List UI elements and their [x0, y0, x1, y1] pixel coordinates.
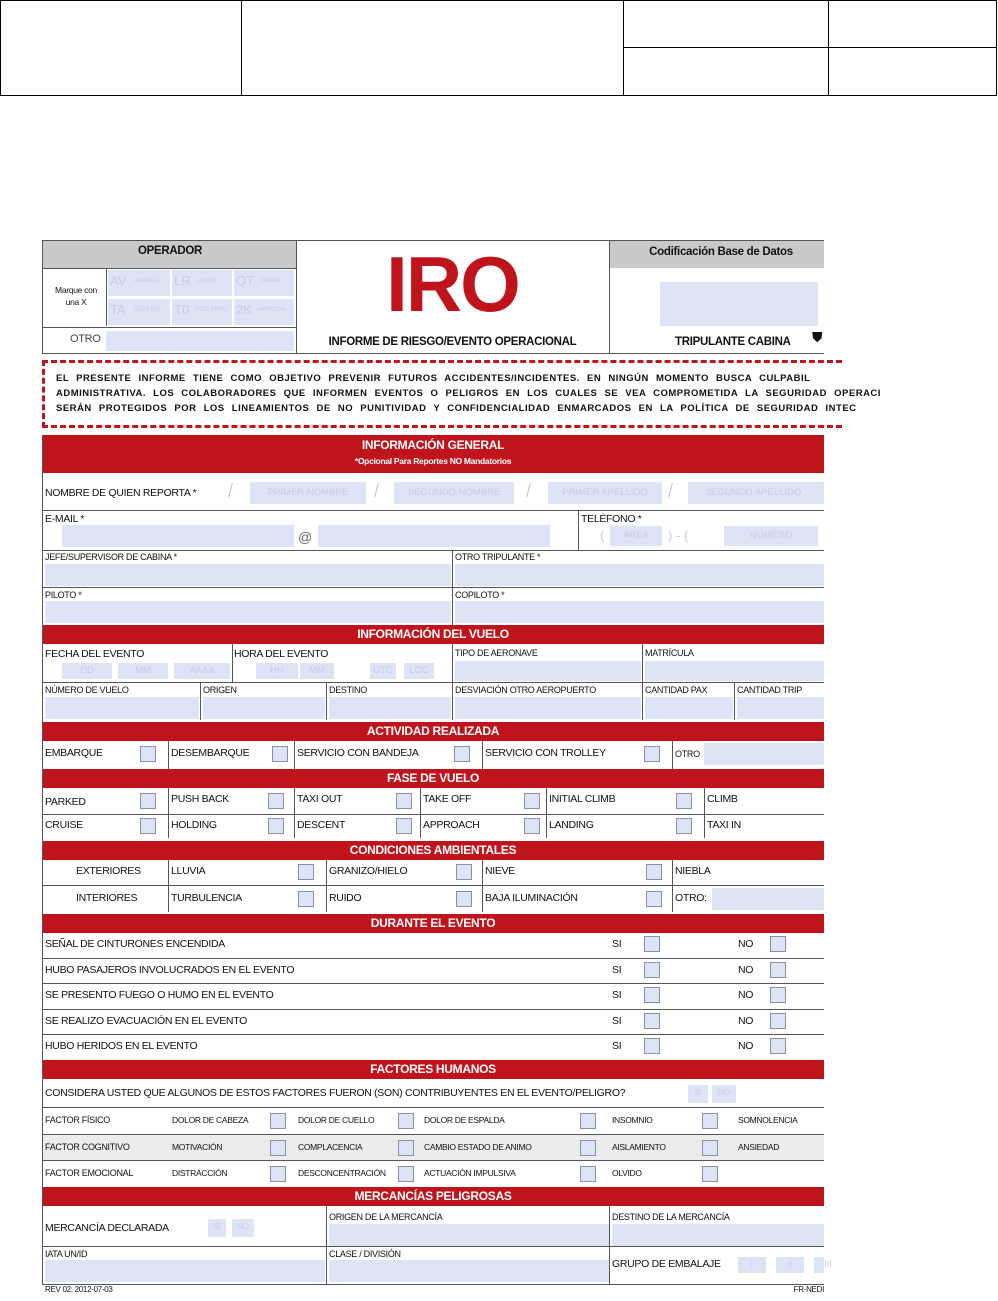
activity-checkbox[interactable]: [272, 746, 288, 762]
row-divider: [42, 814, 824, 815]
operator-option-2k[interactable]: [234, 299, 294, 325]
yes-label: SI: [612, 963, 622, 976]
phase-label: PUSH BACK: [171, 793, 229, 805]
factor-item: DOLOR DE CABEZA: [172, 1115, 249, 1125]
operator-name: TAMPA: [260, 278, 280, 284]
during-row: [42, 933, 824, 959]
condition-checkbox[interactable]: [298, 864, 314, 880]
operator-code: LR: [174, 273, 191, 288]
no-checkbox[interactable]: [770, 962, 786, 978]
col-divider: [326, 682, 327, 720]
phase-checkbox[interactable]: [676, 793, 692, 809]
factor-item: SOMNOLENCIA: [738, 1115, 798, 1125]
activity-checkbox[interactable]: [454, 746, 470, 762]
declared-yes-checkbox[interactable]: [208, 1219, 226, 1237]
date-year-input[interactable]: [174, 663, 230, 679]
header-divider: [623, 47, 996, 48]
placeholder: SEGUNDO APELLIDO: [704, 487, 802, 498]
factor-item: DOLOR DE ESPALDA: [424, 1115, 505, 1125]
phone-paren: (: [600, 528, 605, 543]
operator-divider: [106, 268, 107, 326]
section-subtitle: *Opcional Para Reportes NO Mandatorios: [354, 456, 512, 466]
during-row: [42, 959, 824, 985]
exterior-label: EXTERIORES: [76, 865, 141, 877]
human-factor-row: [42, 1161, 824, 1188]
phase-label: LANDING: [549, 819, 594, 831]
human-factor-row: [42, 1135, 824, 1162]
time-label: HORA DEL EVENTO: [234, 648, 329, 660]
iata-input[interactable]: [45, 1260, 325, 1282]
separator: /: [374, 481, 380, 501]
notice-line: SERÁN PROTEGIDOS POR LOS LINEAMIENTOS DE NO PUNITIVIDAD Y CONFIDENCIALIDAD ENMARCADOS EN LA POLÍTICA DE SEGURIDAD INTEC: [56, 403, 857, 414]
yes-label: SI: [612, 938, 622, 950]
placeholder: SI: [213, 1222, 221, 1231]
col-divider: [672, 860, 673, 912]
section-activity: ACTIVIDAD REALIZADA: [42, 722, 824, 741]
phone-area-input[interactable]: [610, 526, 662, 546]
placeholder: I: [750, 1259, 754, 1270]
flight-number-label: NÚMERO DE VUELO: [45, 685, 129, 695]
activity-checkbox[interactable]: [140, 746, 156, 762]
during-row: [42, 984, 824, 1010]
during-question: HUBO PASAJEROS INVOLUCRADOS EN EL EVENTO: [45, 963, 295, 976]
destination-input[interactable]: [329, 697, 451, 719]
placeholder: DD: [80, 665, 94, 676]
human-factor-row: [42, 1108, 824, 1135]
header-table: [0, 0, 997, 96]
condition-checkbox[interactable]: [298, 891, 314, 907]
condition-label: GRANIZO/HIELO: [329, 865, 408, 877]
row-divider: [42, 1284, 824, 1285]
iata-label: IATA UN/ID: [45, 1249, 88, 1259]
yes-checkbox[interactable]: [644, 1013, 660, 1029]
factor-label: FACTOR FÍSICO: [45, 1115, 110, 1125]
factor-label: FACTOR COGNITIVO: [45, 1141, 130, 1152]
activity-checkbox[interactable]: [644, 746, 660, 762]
condition-label: BAJA ILUMINACIÓN: [485, 892, 578, 904]
col-divider: [704, 788, 705, 838]
placeholder: NÚMERO: [749, 530, 793, 541]
no-label: NO: [738, 1040, 754, 1052]
factor-checkbox[interactable]: [270, 1113, 286, 1129]
col-divider: [232, 644, 233, 682]
condition-label: LLUVIA: [171, 865, 206, 877]
phase-label: INITIAL CLIMB: [549, 793, 616, 805]
during-question: SE REALIZO EVACUACIÓN EN EL EVENTO: [45, 1014, 247, 1027]
phase-checkbox[interactable]: [524, 818, 540, 834]
factor-label: FACTOR EMOCIONAL: [45, 1168, 134, 1178]
phase-label: DESCENT: [297, 819, 346, 831]
copilot-input[interactable]: [455, 601, 824, 623]
placeholder: ÁREA: [623, 530, 649, 541]
row-divider: [42, 510, 824, 511]
during-row: [42, 1035, 824, 1061]
operator-code: 2K: [236, 302, 252, 317]
copilot-label: COPILOTO *: [455, 590, 505, 600]
time-loc-checkbox[interactable]: [404, 663, 434, 679]
pax-input[interactable]: [645, 697, 733, 719]
packing-option-ii[interactable]: [776, 1257, 804, 1273]
aircraft-input[interactable]: [455, 661, 641, 681]
factor-checkbox[interactable]: [398, 1140, 414, 1156]
placeholder: MM: [135, 665, 151, 676]
interior-label: INTERIORES: [76, 892, 138, 904]
operator-option-t0[interactable]: [172, 299, 232, 325]
dg-origin-label: ORIGEN DE LA MERCANCÍA: [329, 1212, 443, 1222]
shield-icon: ⛊: [812, 329, 823, 345]
separator: /: [668, 481, 674, 501]
factor-checkbox[interactable]: [398, 1113, 414, 1129]
col-divider: [294, 741, 295, 769]
col-divider: [609, 1206, 610, 1284]
section-title: INFORMACIÓN GENERAL: [361, 438, 505, 452]
yes-checkbox[interactable]: [644, 962, 660, 978]
operator-other-label: OTRO: [70, 333, 101, 345]
phase-checkbox[interactable]: [524, 793, 540, 809]
col-divider: [482, 741, 483, 769]
factor-checkbox[interactable]: [702, 1166, 718, 1182]
placeholder: NO: [237, 1222, 249, 1231]
condition-checkbox[interactable]: [646, 864, 662, 880]
operator-divider: [42, 327, 296, 328]
phase-label: CLIMB: [707, 793, 738, 805]
factor-checkbox[interactable]: [580, 1140, 596, 1156]
section-general: [42, 435, 824, 473]
phase-checkbox[interactable]: [396, 793, 412, 809]
activity-other-label: OTRO: [675, 749, 700, 759]
factor-item: ANSIEDAD: [738, 1141, 780, 1152]
placeholder: PRIMER APELLIDO: [562, 487, 648, 498]
phase-checkbox[interactable]: [140, 793, 156, 809]
operator-name: AVIANCA: [134, 278, 160, 284]
origin-label: ORIGEN: [203, 685, 237, 695]
date-day-input[interactable]: [62, 663, 112, 679]
during-question: SEÑAL DE CINTURONES ENCENDIDA: [45, 938, 225, 950]
dg-destination-input[interactable]: [612, 1224, 824, 1246]
placeholder: LOC: [409, 665, 429, 676]
during-row: [42, 1010, 824, 1036]
email-user-input[interactable]: [62, 525, 294, 547]
packing-label: GRUPO DE EMBALAJE: [612, 1258, 721, 1270]
placeholder: NO: [718, 1088, 730, 1097]
phase-label: HOLDING: [171, 819, 217, 831]
condition-checkbox[interactable]: [456, 891, 472, 907]
col-divider: [168, 860, 169, 912]
no-label: NO: [738, 1014, 754, 1027]
factor-item: COMPLACENCIA: [298, 1141, 363, 1152]
yes-label: SI: [612, 1014, 622, 1027]
no-label: NO: [738, 938, 754, 950]
col-divider: [734, 682, 735, 720]
pax-label: CANTIDAD PAX: [645, 685, 708, 695]
second-surname-input[interactable]: [688, 482, 824, 504]
operator-option-ta[interactable]: [108, 299, 170, 325]
operator-name: AEROGAL: [258, 307, 288, 313]
operator-title: OPERADOR: [137, 245, 203, 257]
phase-checkbox[interactable]: [268, 793, 284, 809]
operator-name: TACA PERU: [194, 307, 228, 313]
col-divider: [168, 741, 169, 769]
flight-number-input[interactable]: [45, 697, 199, 719]
operator-other-input[interactable]: [106, 331, 294, 351]
section-flight: INFORMACIÓN DEL VUELO: [42, 625, 824, 644]
factor-item: OLVIDO: [612, 1168, 642, 1178]
factor-item: AISLAMIENTO: [612, 1141, 666, 1152]
factor-item: DISTRACCIÓN: [172, 1168, 228, 1178]
no-checkbox[interactable]: [770, 987, 786, 1003]
section-conditions: CONDICIONES AMBIENTALES: [42, 841, 824, 860]
class-label: CLASE / DIVISIÓN: [329, 1249, 401, 1259]
declared-label: MERCANCÍA DECLARADA: [45, 1222, 169, 1234]
no-checkbox[interactable]: [770, 936, 786, 952]
first-surname-input[interactable]: [548, 482, 662, 504]
condition-other-label: OTRO:: [675, 892, 707, 904]
phase-label: TAXI OUT: [297, 793, 343, 805]
second-name-input[interactable]: [394, 482, 514, 504]
factor-item: ACTUACIÓN IMPULSIVA: [424, 1168, 516, 1178]
packing-option-iii[interactable]: [814, 1257, 832, 1273]
no-label: NO: [738, 963, 754, 976]
deviation-input[interactable]: [455, 697, 641, 719]
operator-code: QT: [236, 273, 255, 288]
section-during: DURANTE EL EVENTO: [42, 914, 824, 933]
col-divider: [672, 741, 673, 769]
crew-type: TRIPULANTE CABINA: [675, 336, 791, 348]
no-checkbox[interactable]: [770, 1038, 786, 1054]
dg-destination-label: DESTINO DE LA MERCANCÍA: [612, 1212, 730, 1222]
chief-label: JEFE/SUPERVISOR DE CABINA *: [45, 552, 177, 562]
form-subtitle: INFORME DE RIESGO/EVENTO OPERACIONAL: [328, 336, 577, 348]
phone-label: TELÉFONO *: [581, 513, 642, 525]
time-minute-input[interactable]: [300, 663, 334, 679]
notice-line: ADMINISTRATIVA. LOS COLABORADORES QUE INFORMEN EVENTOS O PELIGROS EN LOS CUALES SE VEA COMPROMETIDA LA SEGURIDAD OPERACI: [56, 388, 881, 399]
section-human: FACTORES HUMANOS: [42, 1060, 824, 1079]
factor-item: CAMBIO ESTADO DE ANIMO: [424, 1141, 532, 1152]
notice-line: EL PRESENTE INFORME TIENE COMO OBJETIVO PREVENIR FUTUROS ACCIDENTES/INCIDENTES. EN NINGÚN MOMENTO BUSCA CULPABIL: [56, 373, 811, 384]
placeholder: SEGUNDO NOMBRE: [407, 487, 501, 498]
col-divider: [168, 788, 169, 838]
factor-checkbox[interactable]: [580, 1113, 596, 1129]
during-question: SE PRESENTO FUEGO O HUMO EN EL EVENTO: [45, 989, 274, 1001]
condition-label: RUIDO: [329, 892, 362, 904]
col-divider: [546, 788, 547, 838]
row-divider: [42, 682, 824, 683]
date-label: FECHA DEL EVENTO: [45, 648, 145, 660]
phase-label: CRUISE: [45, 819, 83, 831]
phase-label: PARKED: [45, 796, 86, 808]
section-dangerous: MERCANCÍAS PELIGROSAS: [42, 1187, 824, 1206]
phase-label: TAXI IN: [707, 819, 741, 831]
row-divider: [42, 1246, 824, 1247]
database-title: Codificación Base de Datos: [649, 246, 793, 258]
col-divider: [326, 1206, 327, 1284]
registration-label: MATRÍCULA: [645, 648, 694, 658]
declared-no-checkbox[interactable]: [232, 1219, 254, 1237]
activity-label: SERVICIO CON TROLLEY: [485, 747, 606, 759]
operator-name: TACA INT: [134, 307, 161, 313]
header-divider: [241, 1, 242, 95]
operator-option-av[interactable]: [108, 270, 170, 296]
yes-checkbox[interactable]: [644, 987, 660, 1003]
header-divider: [828, 1, 829, 95]
factor-checkbox[interactable]: [398, 1166, 414, 1182]
time-utc-checkbox[interactable]: [370, 663, 396, 679]
factor-checkbox[interactable]: [580, 1166, 596, 1182]
other-crew-label: OTRO TRIPULANTE *: [455, 552, 541, 562]
yes-checkbox[interactable]: [644, 936, 660, 952]
operator-option-lr[interactable]: [172, 270, 232, 296]
revision-text: REV 02: 2012-07-03: [45, 1285, 113, 1294]
operator-code: AV: [110, 273, 127, 288]
phase-checkbox[interactable]: [268, 818, 284, 834]
pilot-label: PILOTO *: [45, 590, 82, 600]
section-phase: FASE DE VUELO: [42, 769, 824, 788]
factor-item: DESCONCENTRACIÓN: [298, 1168, 386, 1178]
iro-form: [42, 240, 881, 1301]
row-divider: [42, 885, 824, 886]
col-divider: [326, 860, 327, 912]
condition-label: NIEVE: [485, 865, 516, 877]
aircraft-label: TIPO DE AERONAVE: [455, 648, 538, 658]
factor-item: DOLOR DE CUELLO: [298, 1115, 375, 1125]
placeholder: II: [787, 1259, 793, 1270]
activity-label: DESEMBARQUE: [171, 747, 250, 759]
factor-item: MOTIVACIÓN: [172, 1141, 223, 1152]
destination-label: DESTINO: [329, 685, 367, 695]
database-header: [609, 240, 824, 268]
origin-input[interactable]: [203, 697, 325, 719]
at-sign: @: [298, 529, 312, 545]
iro-logo: IRO: [386, 240, 519, 328]
placeholder: AAAA: [189, 665, 215, 676]
operator-code: T0: [174, 302, 190, 317]
first-name-input[interactable]: [250, 482, 366, 504]
operator-name: LACSA: [196, 278, 216, 284]
activity-label: EMBARQUE: [45, 747, 103, 759]
factor-checkbox[interactable]: [702, 1113, 718, 1129]
separator: /: [526, 481, 532, 501]
form-left-border: [42, 435, 43, 1284]
human-no-checkbox[interactable]: [712, 1085, 736, 1103]
placeholder: SI: [694, 1088, 702, 1097]
col-divider: [294, 788, 295, 838]
separator: /: [228, 481, 234, 501]
human-yes-checkbox[interactable]: [688, 1085, 708, 1103]
email-domain-input[interactable]: [318, 525, 550, 547]
col-divider: [482, 860, 483, 912]
placeholder: PRIMER NOMBRE: [267, 487, 349, 498]
phone-sep: ) - (: [668, 528, 689, 543]
class-input[interactable]: [329, 1260, 609, 1282]
time-hour-input[interactable]: [256, 663, 298, 679]
condition-other-input[interactable]: [712, 888, 824, 910]
no-label: NO: [738, 989, 754, 1001]
deviation-label: DESVIACIÓN OTRO AEROPUERTO: [455, 685, 596, 695]
activity-other-input[interactable]: [704, 743, 824, 765]
col-divider: [420, 788, 421, 838]
placeholder: MM: [309, 665, 325, 676]
placeholder: UTC: [373, 665, 393, 676]
yes-label: SI: [612, 1040, 622, 1052]
row-divider: [42, 550, 824, 551]
operator-code: TA: [110, 302, 126, 317]
trip-label: CANTIDAD TRIP: [737, 685, 802, 695]
human-question: CONSIDERA USTED QUE ALGUNOS DE ESTOS FACTORES FUERON (SON) CONTRIBUYENTES EN EL EVENTO/PELIGRO?: [45, 1087, 626, 1099]
yes-label: SI: [612, 989, 622, 1001]
mark-hint: Marque con una X: [55, 285, 97, 307]
phase-label: TAKE OFF: [423, 793, 472, 805]
during-question: HUBO HERIDOS EN EL EVENTO: [45, 1040, 198, 1052]
phase-checkbox[interactable]: [140, 818, 156, 834]
trip-input[interactable]: [737, 697, 824, 719]
factor-checkbox[interactable]: [702, 1140, 718, 1156]
placeholder: III: [824, 1259, 832, 1270]
registration-input[interactable]: [645, 661, 824, 681]
form-code: FR-NEDI: [793, 1285, 824, 1294]
operator-option-qt[interactable]: [234, 270, 294, 296]
activity-label: SERVICIO CON BANDEJA: [297, 747, 419, 759]
condition-label: NIEBLA: [675, 865, 711, 877]
phase-label: APPROACH: [423, 819, 480, 831]
other-crew-input[interactable]: [455, 564, 824, 586]
dg-origin-input[interactable]: [329, 1224, 609, 1246]
phase-checkbox[interactable]: [396, 818, 412, 834]
header-divider: [623, 1, 624, 95]
col-divider: [452, 550, 453, 626]
factor-checkbox[interactable]: [270, 1140, 286, 1156]
operator-header: [42, 240, 296, 268]
chief-input[interactable]: [45, 564, 451, 586]
phone-number-input[interactable]: [724, 526, 818, 546]
reporter-label: NOMBRE DE QUIEN REPORTA *: [45, 487, 197, 499]
packing-option-i[interactable]: [738, 1257, 766, 1273]
phase-checkbox[interactable]: [676, 818, 692, 834]
email-label: E-MAIL *: [45, 513, 85, 525]
factor-item: INSOMNIO: [612, 1115, 653, 1125]
condition-checkbox[interactable]: [456, 864, 472, 880]
col-divider: [200, 682, 201, 720]
row-divider: [42, 587, 824, 588]
yes-checkbox[interactable]: [644, 1038, 660, 1054]
no-checkbox[interactable]: [770, 1013, 786, 1029]
date-month-input[interactable]: [118, 663, 168, 679]
condition-label: TURBULENCIA: [171, 892, 242, 904]
col-divider: [578, 510, 579, 550]
pilot-input[interactable]: [45, 601, 451, 623]
condition-checkbox[interactable]: [646, 891, 662, 907]
database-code-input[interactable]: [660, 282, 818, 326]
placeholder: HH: [270, 665, 284, 676]
factor-checkbox[interactable]: [270, 1166, 286, 1182]
